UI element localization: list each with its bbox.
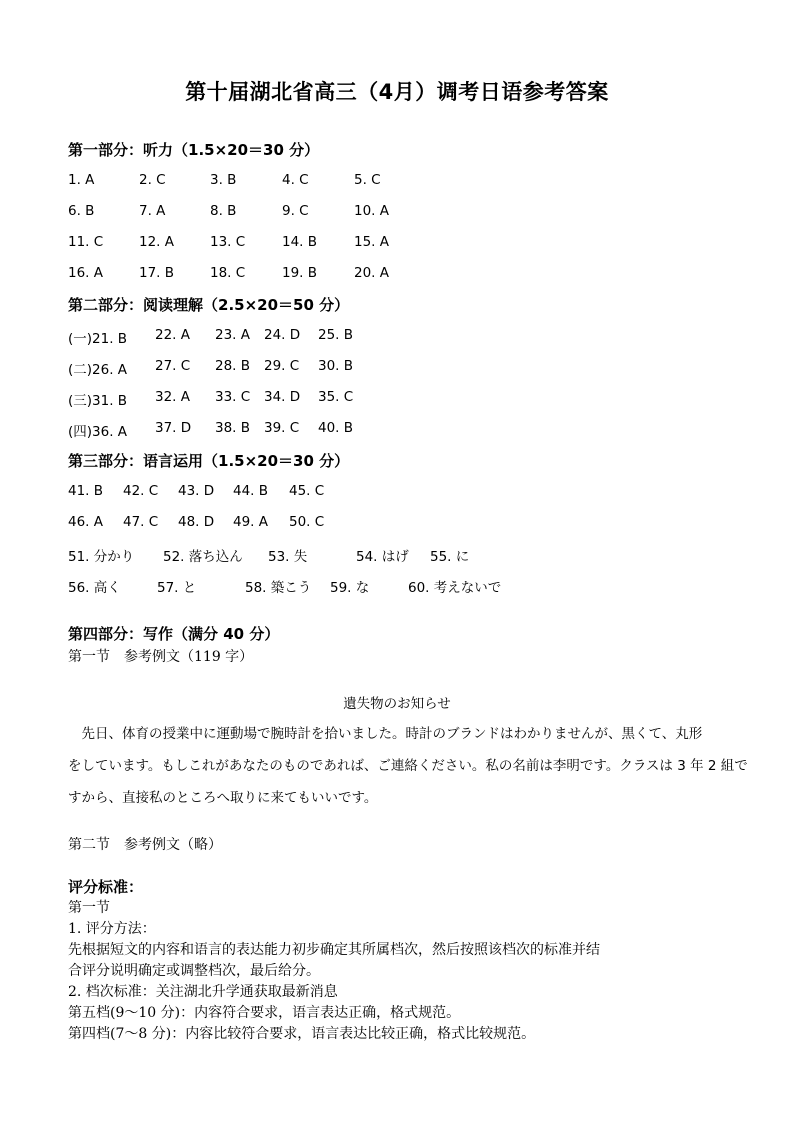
- part4-heading: 第四部分：写作（满分 40 分）: [68, 625, 280, 643]
- answer-item: 20. A: [354, 265, 389, 281]
- section2-label: 第二节 参考例文（略）: [68, 837, 222, 853]
- answer-item: 4. C: [282, 172, 309, 188]
- answer-item: 7. A: [139, 203, 166, 219]
- page-title: 第十届湖北省高三（4月）调考日语参考答案: [185, 80, 609, 104]
- grading-line: 合评分说明确定或调整档次，最后给分。: [68, 963, 320, 979]
- answer-item: 51. 分かり: [68, 549, 135, 565]
- answer-item: (四)36. A: [68, 424, 128, 440]
- answer-item: 33. C: [215, 389, 251, 405]
- answer-item: 27. C: [155, 358, 191, 374]
- answer-item: 48. D: [178, 514, 215, 530]
- answer-item: 2. C: [139, 172, 166, 188]
- answer-item: 42. C: [123, 483, 159, 499]
- answer-item: 9. C: [282, 203, 309, 219]
- answer-item: 8. B: [210, 203, 237, 219]
- answer-item: 44. B: [233, 483, 269, 499]
- answer-item: 53. 失: [268, 549, 308, 565]
- answer-item: 29. C: [264, 358, 300, 374]
- answer-item: 34. D: [264, 389, 301, 405]
- answer-item: 45. C: [289, 483, 325, 499]
- answer-item: 54. はげ: [356, 549, 409, 565]
- answer-item: 11. C: [68, 234, 104, 250]
- grading-line: 先根据短文的内容和语言的表达能力初步确定其所属档次，然后按照该档次的标准并结: [68, 942, 600, 958]
- answer-item: 59. な: [330, 580, 370, 596]
- answer-item: 5. C: [354, 172, 381, 188]
- answer-item: 37. D: [155, 420, 192, 436]
- answer-item: 56. 高く: [68, 580, 121, 596]
- part2-heading: 第二部分：阅读理解（2.5×20＝50 分）: [68, 296, 350, 314]
- grading-line: 2. 档次标准：关注湖北升学通获取最新消息: [68, 984, 338, 1000]
- answer-item: 60. 考えないで: [408, 580, 502, 596]
- grading-line: 第一节: [68, 900, 110, 916]
- answer-item: 32. A: [155, 389, 190, 405]
- answer-item: 38. B: [215, 420, 251, 436]
- answer-item: 6. B: [68, 203, 95, 219]
- answer-item: 23. A: [215, 327, 250, 343]
- answer-item: 10. A: [354, 203, 389, 219]
- notice-line: すから、直接私のところへ取りに来てもいいです。: [68, 790, 378, 806]
- answer-item: 39. C: [264, 420, 300, 436]
- answer-item: 40. B: [318, 420, 354, 436]
- grading-line: 第五档(9～10 分)：内容符合要求，语言表达正确，格式规范。: [68, 1005, 461, 1021]
- answer-item: 28. B: [215, 358, 251, 374]
- answer-item: 25. B: [318, 327, 354, 343]
- answer-item: 49. A: [233, 514, 268, 530]
- answer-item: 47. C: [123, 514, 159, 530]
- answer-item: (二)26. A: [68, 362, 128, 378]
- answer-item: 13. C: [210, 234, 246, 250]
- answer-item: 22. A: [155, 327, 190, 343]
- answer-item: 57. と: [157, 580, 197, 596]
- grading-heading: 评分标准：: [68, 878, 144, 896]
- answer-item: 50. C: [289, 514, 325, 530]
- answer-item: 58. 築こう: [245, 580, 312, 596]
- grading-line: 1. 评分方法：: [68, 921, 156, 937]
- notice-line: 先日、体育の授業中に運動場で腕時計を拾いました。時計のブランドはわかりませんが、黒くて、丸形: [68, 726, 703, 742]
- notice-title: 遺失物のお知らせ: [343, 696, 451, 712]
- grading-line: 第四档(7～8 分)：内容比较符合要求，语言表达比较正确，格式比较规范。: [68, 1026, 536, 1042]
- answer-item: 3. B: [210, 172, 237, 188]
- answer-item: (三)31. B: [68, 393, 128, 409]
- part3-heading: 第三部分：语言运用（1.5×20＝30 分）: [68, 452, 350, 470]
- answer-item: 14. B: [282, 234, 318, 250]
- answer-item: 1. A: [68, 172, 95, 188]
- answer-item: 24. D: [264, 327, 301, 343]
- answer-item: 30. B: [318, 358, 354, 374]
- answer-item: 41. B: [68, 483, 104, 499]
- answer-item: 55. に: [430, 549, 470, 565]
- answer-item: 35. C: [318, 389, 354, 405]
- notice-line: をしています。もしこれがあなたのものであれば、ご連絡ください。私の名前は李明です。クラスは 3 年 2 組で: [68, 758, 748, 774]
- answer-item: 43. D: [178, 483, 215, 499]
- answer-item: 12. A: [139, 234, 174, 250]
- answer-item: (一)21. B: [68, 331, 128, 347]
- answer-item: 17. B: [139, 265, 175, 281]
- answer-item: 15. A: [354, 234, 389, 250]
- answer-item: 16. A: [68, 265, 103, 281]
- answer-item: 18. C: [210, 265, 246, 281]
- answer-item: 52. 落ち込ん: [163, 549, 243, 565]
- answer-item: 46. A: [68, 514, 103, 530]
- section1-label: 第一节 参考例文（119 字）: [68, 649, 254, 665]
- answer-item: 19. B: [282, 265, 318, 281]
- part1-heading: 第一部分：听力（1.5×20＝30 分）: [68, 141, 320, 159]
